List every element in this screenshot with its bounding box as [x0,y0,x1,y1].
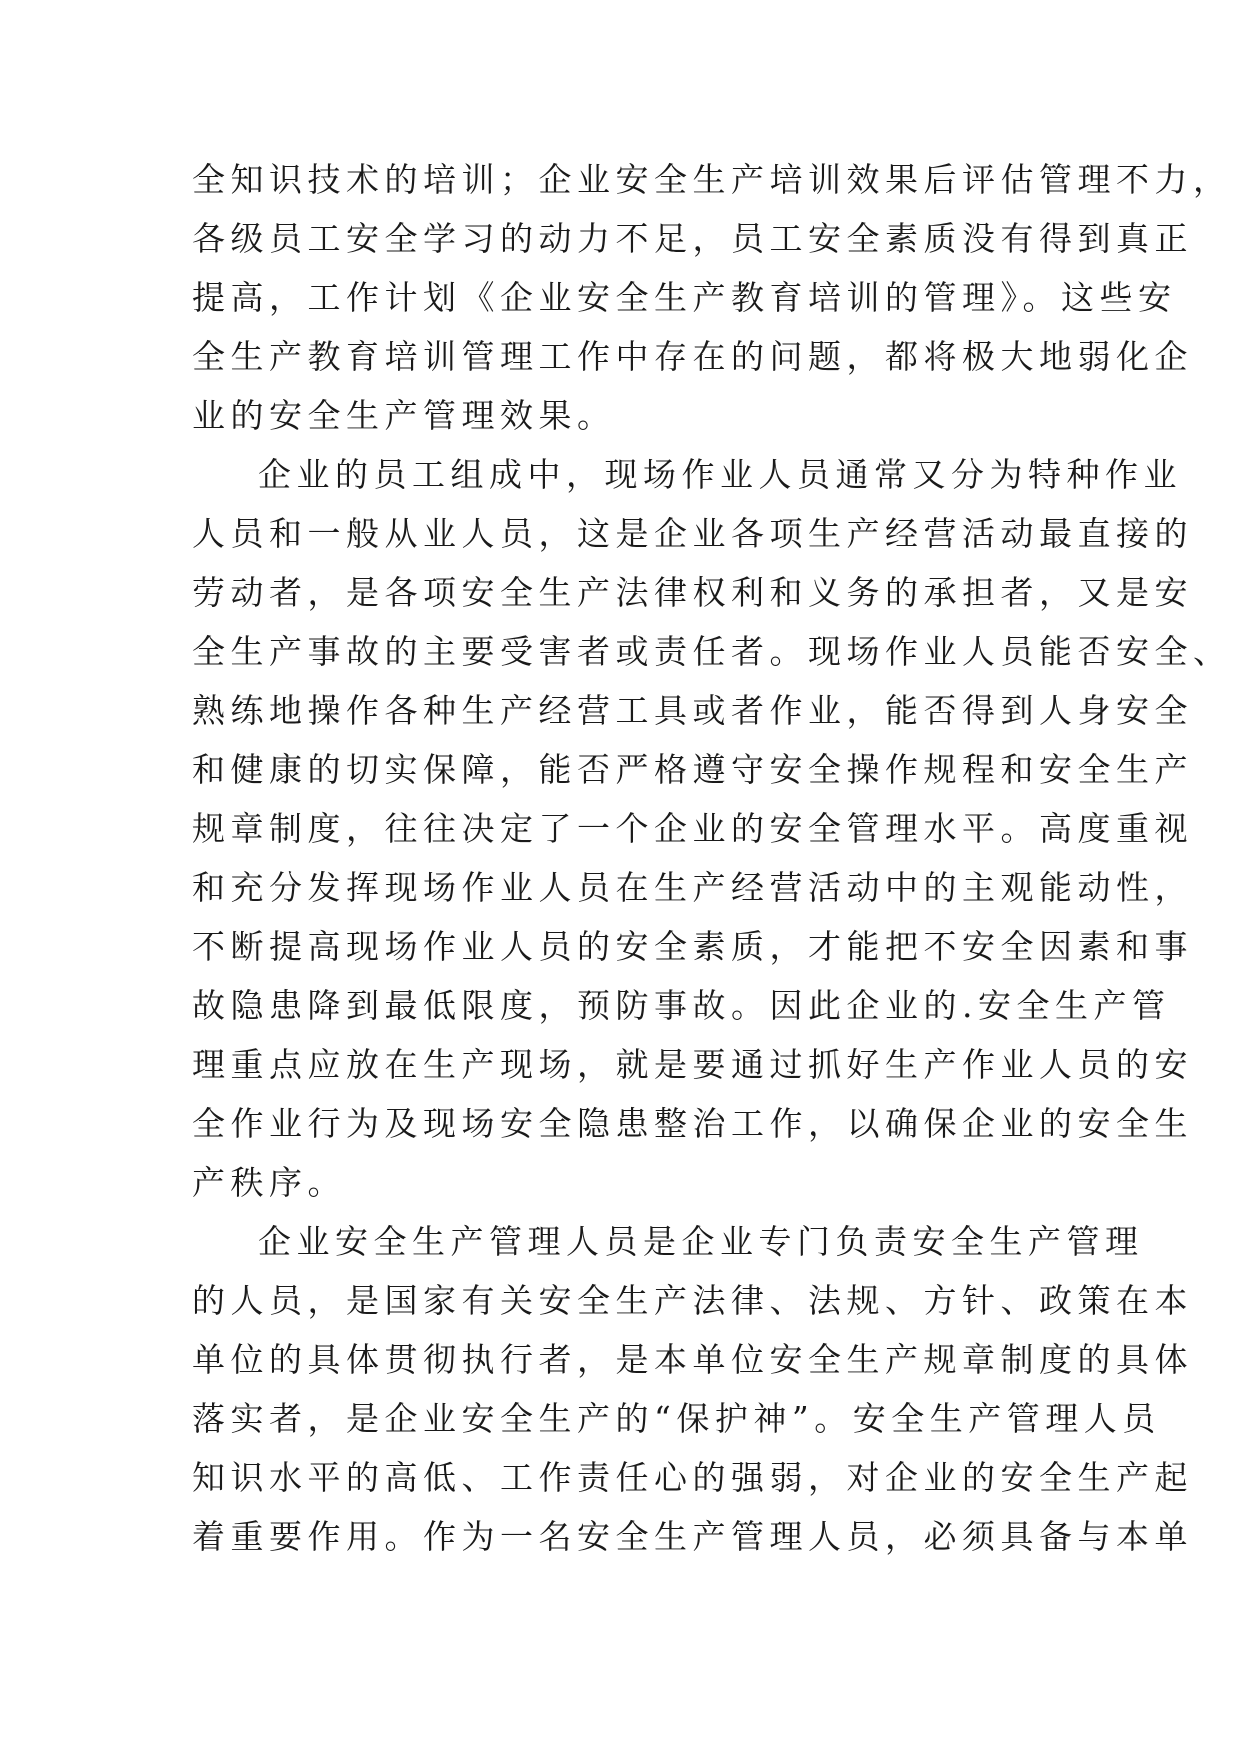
text-line: 各级员工安全学习的动力不足，员工安全素质没有得到真正 [192,219,1193,258]
text-line: 全知识技术的培训；企业安全生产培训效果后评估管理不力， [192,160,1232,199]
text-line: 单位的具体贯彻执行者，是本单位安全生产规章制度的具体 [192,1340,1193,1379]
text-line: 熟练地操作各种生产经营工具或者作业，能否得到人身安全 [192,691,1193,730]
text-line: 人员和一般从业人员，这是企业各项生产经营活动最直接的 [192,514,1193,553]
text-line: 全生产事故的主要受害者或责任者。现场作业人员能否安全、 [192,632,1232,671]
paragraph-3 [192,1212,1193,1566]
text-line: 和充分发挥现场作业人员在生产经营活动中的主观能动性， [192,868,1193,907]
text-line-indented: 企业的员工组成中，现场作业人员通常又分为特种作业 [258,455,1182,494]
paragraph-1 [192,150,1232,445]
text-line: 业的安全生产管理效果。 [192,396,616,435]
text-line: 规章制度，往往决定了一个企业的安全管理水平。高度重视 [192,809,1193,848]
text-line: 理重点应放在生产现场，就是要通过抓好生产作业人员的安 [192,1045,1193,1084]
text-line: 不断提高现场作业人员的安全素质，才能把不安全因素和事 [192,927,1193,966]
text-line: 提高，工作计划《企业安全生产教育培训的管理》。这些安 [192,278,1177,317]
text-line: 全作业行为及现场安全隐患整治工作，以确保企业的安全生 [192,1104,1193,1143]
text-line: 着重要作用。作为一名安全生产管理人员，必须具备与本单 [192,1517,1193,1556]
text-line: 产秩序。 [192,1163,346,1202]
text-line: 全生产教育培训管理工作中存在的问题，都将极大地弱化企 [192,337,1193,376]
text-line: 落实者，是企业安全生产的“保护神”。安全生产管理人员 [192,1399,1161,1438]
text-line: 和健康的切实保障，能否严格遵守安全操作规程和安全生产 [192,750,1193,789]
paragraph-2 [192,445,1232,1212]
text-line: 劳动者，是各项安全生产法律权利和义务的承担者，又是安 [192,573,1193,612]
text-line-indented: 企业安全生产管理人员是企业专门负责安全生产管理 [258,1222,1144,1261]
text-line: 的人员，是国家有关安全生产法律、法规、方针、政策在本 [192,1281,1193,1320]
document-body [192,150,1232,1566]
text-line: 知识水平的高低、工作责任心的强弱，对企业的安全生产起 [192,1458,1193,1497]
text-line: 故隐患降到最低限度，预防事故。因此企业的.安全生产管 [192,986,1171,1025]
